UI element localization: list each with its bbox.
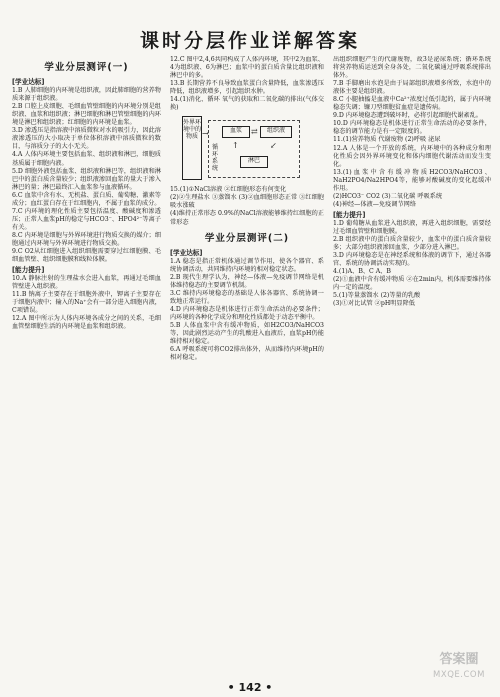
answer-paragraph: 7.B 手脚磨出水泡是由于局部组织液增多所致，水泡中的液体主要是组织液。 [333,80,491,96]
answer-paragraph: 14.(1)消化、循环 氧气的获取和二氧化碳的排出(气体交换) [170,96,324,112]
diagram-box-plasma: 血浆 [222,126,250,138]
diagram-box-tissue: 组织液 [260,126,292,138]
diagram-side-label: 循环系统 [211,144,218,173]
answer-paragraph: 3.D 内环境稳态是在神经系统和体液的调节下，通过各器官、系统的协调活动实现的。 [333,252,491,268]
diagram-outer-label: 外界环境中的物质 [182,116,202,180]
answer-paragraph: 2.B 组织液中的蛋白质含量较少，血浆中的蛋白质含量较多；大部分组织液渗回血浆，少部分进入淋巴。 [333,236,491,252]
answer-paragraph: (4)神经—体液—免疫调节网络 [333,200,417,208]
section-title-2: 学业分层测评(二) [204,232,290,244]
arrow-icon: ↙ [270,141,277,151]
watermark-text: 答案圈 [439,652,479,667]
answer-paragraph: 5.B 人体血浆中含有缓冲物质，如H2CO3/NaHCO3等，因此剧烈运动产生的乳酸进入血液后，血浆pH仍能维持相对稳定。 [170,322,324,346]
answer-paragraph: 2.B 现代生理学认为，神经—体液—免疫调节网络是机体维持稳态的主要调节机制。 [170,273,324,289]
column-1 [12,56,161,676]
column-3 [333,56,491,676]
answer-paragraph: (2)①血液中含有缓冲物质 ②在2min内，机体需要维持体内一定的温度。 [333,276,491,292]
page-number: • 142 • [227,681,273,694]
answer-paragraph: 13.(1)血浆中含有缓冲物质H2CO3/NaHCO3、NaH2PO4/Na2HPO4等，能够对酸碱度的变化起缓冲作用。 [333,168,491,192]
answer-paragraph: 9.D 内环境稳态遭到破坏时，必将引起细胞代谢紊乱。 [333,112,482,120]
answer-paragraph: 13.B 长期营养不良导致血浆蛋白含量降低，血浆渗透压降低，组织液增多，引起组织水肿。 [170,80,324,96]
answer-paragraph: 出组织细胞产生的代谢废物，故3是泌尿系统；循环系统将营养物质运送到全身各处，二氧化碳通过呼吸系统排出体外。 [333,56,491,80]
answer-paragraph: 15.(1)①NaCl溶液 ②红细胞形态有何变化 [170,186,287,194]
circulation-diagram [182,116,302,182]
subsection-label: [能力提升] [12,266,45,275]
answer-paragraph: 8.C 内环境是细胞与外界环境进行物质交换的媒介；细胞通过内环境与外界环境进行物质交换。 [12,231,161,247]
subsection-label: [学业达标] [12,78,45,87]
arrow-icon: → [202,129,209,139]
answer-paragraph: 10.D 内环境稳态是机体进行正常生命活动的必要条件，稳态的调节能力是有一定限度的。 [333,120,491,136]
arrow-icon: ↑ [232,141,239,151]
answer-paragraph: (3)①对比试管 ②pH明显降低 [333,300,415,308]
answer-paragraph: 3.C 维持内环境稳态的基础是人体各器官、系统协调一致地正常运行。 [170,289,324,305]
answer-paragraph: 11.(1)营养物质 代谢废物 (2)呼吸 泌尿 [333,136,441,144]
section-title-1: 学业分层测评(一) [44,62,129,73]
answer-paragraph: 12.C 图中2,4,6共同构成了人体内环境，其中2为血浆、4为组织液、6为淋巴；血浆中的蛋白质含量比组织液和淋巴中的多。 [170,56,324,80]
answer-paragraph: (4)维持正常形态 0.9%的NaCl溶液能够维持红细胞的正常形态 [170,210,324,226]
answer-paragraph: 4.A 人体内环境主要包括血浆、组织液和淋巴，细胞质基质属于细胞内液。 [12,151,161,167]
answer-paragraph: 10.A 静脉注射的生理盐水会进入血浆，再通过毛细血管壁进入组织液。 [12,275,161,291]
arrow-icon: ⇄ [251,127,258,137]
answer-paragraph: (2)HCO3⁻ CO2 (3)二氧化碳 呼吸系统 [333,192,443,200]
watermark-logo [426,651,492,691]
answer-paragraph: 8.C 小腿抽搐是血液中Ca²⁺浓度过低引起的，属于内环境稳态失调；镰刀型细胞贫血症是遗传病。 [333,96,491,112]
answer-paragraph: 3.D 渗透压是指溶液中溶质微粒对水的吸引力，因此溶液渗透压的大小取决于单位体积溶液中溶质微粒的数目，与溶质分子的大小无关。 [12,127,161,151]
answer-paragraph: 1.A 稳态是指正常机体通过调节作用，使各个器官、系统协调活动，共同维持内环境的相对稳定状态。 [170,257,324,273]
answer-paragraph: 6.A 呼吸系统可将CO2排出体外，从而维持内环境pH的相对稳定。 [170,346,324,362]
page-title: 课时分层作业详解答案 [139,30,360,52]
answer-paragraph: 5.(1)等量蒸馏水 (2)等量的乳酸 [333,292,421,300]
answer-paragraph: 4.D 内环境稳态是机体进行正常生命活动的必要条件；内环境的各种化学成分和理化性质都处于动态平衡中。 [170,305,324,321]
answer-paragraph: 9.C O2从红细胞进入组织细胞需要穿过红细胞膜、毛细血管壁、组织细胞膜和线粒体膜。 [12,248,161,264]
subsection-label: [能力提升] [333,210,366,219]
answer-paragraph: 7.C 内环境的理化性质主要包括温度、酸碱度和渗透压；正常人血浆pH的稳定与HCO3⁻、HPO4²⁻等离子有关。 [12,207,161,231]
answer-paragraph: 1.B 人肺细胞的内环境是组织液，因此肺细胞的营养物质来源于组织液。 [12,87,161,103]
answer-paragraph: 12.A 图中所示为人体内环境各成分之间的关系，毛细血管壁细胞生活的内环境是血浆和组织液。 [12,315,161,331]
answer-paragraph: 4.(1)A、B、C A、B [333,268,391,276]
answer-paragraph: 5.D 细胞外液包括血浆、组织液和淋巴等，组织液和淋巴中的蛋白质含量较少；组织液渗回血浆的量大于渗入淋巴的量；淋巴最终汇入血浆参与血液循环。 [12,167,161,191]
diagram-box-lymph: 淋巴 [240,156,268,168]
answer-paragraph: 1.D 葡萄糖从血浆进入组织液，再进入组织细胞，需要经过毛细血管壁和细胞膜。 [333,219,491,235]
subsection-label: [学业达标] [170,248,203,257]
column-2 [170,56,324,676]
answer-paragraph: 2.B 口腔上皮细胞、毛细血管壁细胞的内环境分别是组织液、血浆和组织液；淋巴细胞和淋巴管壁细胞的内环境是淋巴和组织液；红细胞的内环境是血浆。 [12,103,161,127]
answer-paragraph: 12.A 人体是一个开放的系统，内环境中的各种成分和理化性质会因外界环境变化和体内细胞代谢活动而发生变化。 [333,144,491,168]
answer-paragraph: 11.B 钠离子主要存在于细胞外液中，钾离子主要存在于细胞内液中；输入的Na⁺会有一部分进入细胞内液，C项错误。 [12,291,161,315]
answer-paragraph: (2)②生理盐水 ③蒸馏水 (3)②血细胞形态正常 ③红细胞吸水涨破 [170,194,324,210]
answer-paragraph: 6.C 血浆中含有水、无机盐、蛋白质、葡萄糖、激素等成分；血红蛋白存在于红细胞内，不属于血浆的成分。 [12,191,161,207]
watermark-url: MXQE.COM [433,670,485,680]
